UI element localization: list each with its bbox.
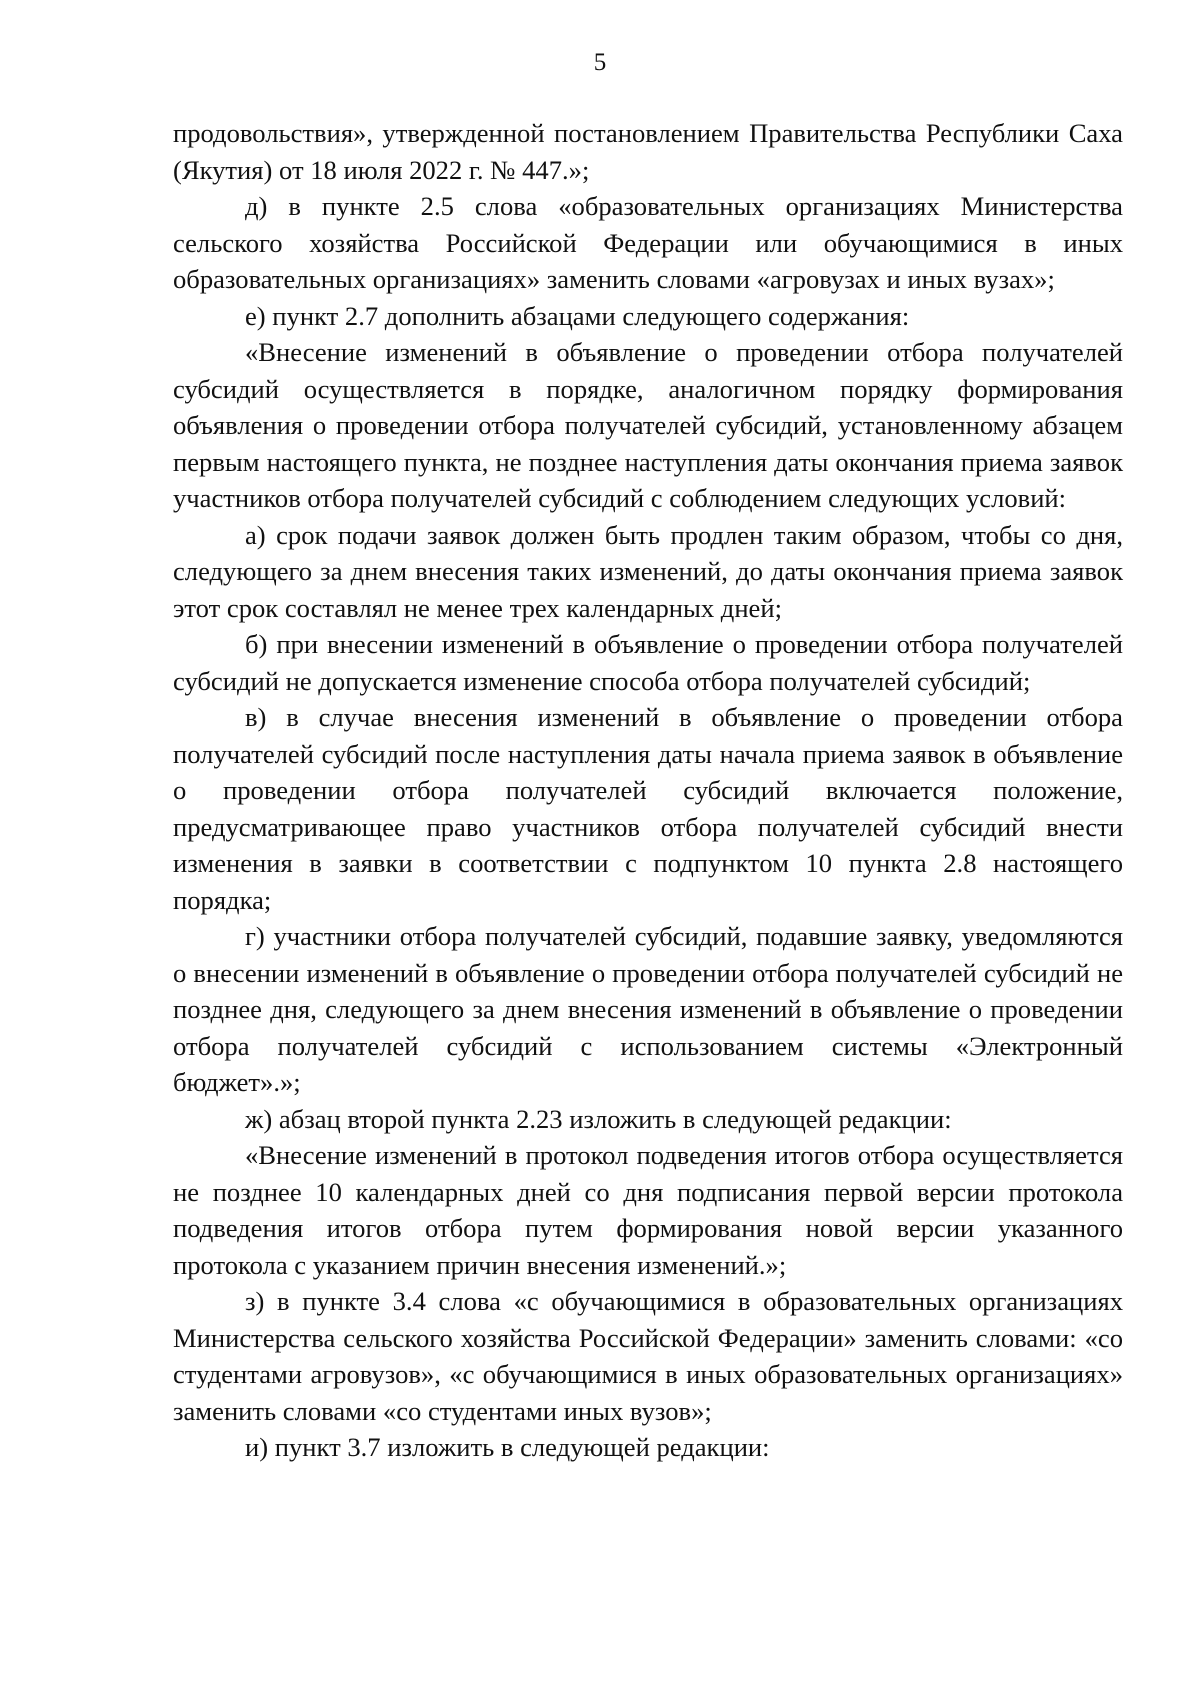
paragraph-item-d: д) в пункте 2.5 слова «образовательных организациях Министерства сельского хозяйства Российской Федерации или обучающимися в иных образовательных организациях» заменить словами «агровузах и иных вузах»;: [173, 191, 1123, 294]
paragraph-condition-b: б) при внесении изменений в объявление о проведении отбора получателей субсидий не допускается изменение способа отбора получателей субсидий;: [173, 629, 1123, 696]
paragraph-condition-g: г) участники отбора получателей субсидий, подавшие заявку, уведомляются о внесении изменений в объявление о проведении отбора получателей субсидий не позднее дня, следующего за днем внесения изменений в объявление о проведении отбора получателей субсидий с использованием системы «Электронный бюджет».»;: [173, 921, 1123, 1097]
paragraph-condition-a: а) срок подачи заявок должен быть продлен таким образом, чтобы со дня, следующего за днем внесения таких изменений, до даты окончания приема заявок этот срок составлял не менее трех календарных дней;: [173, 519, 1123, 623]
paragraph-quote-protocol: «Внесение изменений в протокол подведения итогов отбора осуществляется не позднее 10 календарных дней со дня подписания первой версии протокола подведения итогов отбора путем формирования новой версии указанного протокола с указанием причин внесения изменений.»;: [173, 1140, 1123, 1280]
paragraph-item-zh: ж) абзац второй пункта 2.23 изложить в следующей редакции:: [245, 1103, 952, 1134]
page-number: 5: [593, 49, 607, 76]
paragraph-continuation: продовольствия», утвержденной постановлением Правительства Республики Саха (Якутия) от 18 июля 2022 г. № 447.»;: [173, 118, 1123, 185]
paragraph-item-e: е) пункт 2.7 дополнить абзацами следующего содержания:: [245, 300, 910, 331]
document-body: [173, 115, 1123, 1466]
paragraph-quote-amendments: «Внесение изменений в объявление о проведении отбора получателей субсидий осуществляется в порядке, аналогичном порядку формирования объявления о проведении отбора получателей субсидий, установленному абзацем первым настоящего пункта, не позднее наступления даты окончания приема заявок участников отбора получателей субсидий с соблюдением следующих условий:: [173, 337, 1123, 513]
paragraph-item-i: и) пункт 3.7 изложить в следующей редакции:: [245, 1432, 770, 1462]
paragraph-condition-v: в) в случае внесения изменений в объявление о проведении отбора получателей субсидий после наступления даты начала приема заявок в объявление о проведении отбора получателей субсидий включается положение, предусматривающее право участников отбора получателей субсидий внести изменения в заявки в соответствии с подпунктом 10 пункта 2.8 настоящего порядка;: [173, 702, 1123, 915]
paragraph-item-z: з) в пункте 3.4 слова «с обучающимися в образовательных организациях Министерства сельского хозяйства Российской Федерации» заменить словами: «со студентами агровузов», «с обучающимися в иных образовательных организациях» заменить словами «со студентами иных вузов»;: [173, 1286, 1123, 1426]
